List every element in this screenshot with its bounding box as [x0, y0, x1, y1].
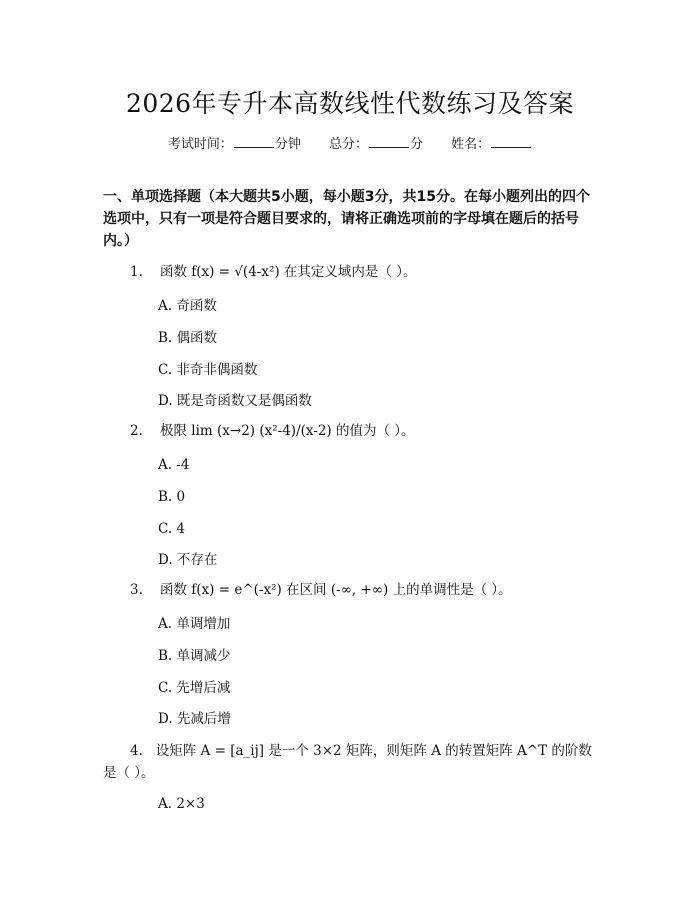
- option-2a: A. -4: [158, 457, 190, 473]
- question-number: 3.: [130, 582, 143, 598]
- question-number: 2.: [130, 423, 143, 439]
- option-2b: B. 0: [158, 489, 186, 505]
- option-1d: D. 既是奇函数又是偶函数: [158, 393, 312, 409]
- question-3: [130, 579, 512, 601]
- question-text: 函数 f(x) = e^(-x²) 在区间 (-∞, +∞) 上的单调性是（ ）。: [160, 582, 512, 598]
- question-text: 极限 lim (x→2) (x²-4)/(x-2) 的值为（ ）。: [160, 423, 415, 439]
- option-3b: B. 单调减少: [158, 648, 231, 664]
- option-1a: A. 奇函数: [158, 298, 217, 314]
- option-3d: D. 先减后增: [158, 711, 231, 727]
- exam-time-label: 考试时间：: [167, 137, 233, 152]
- question-text: 函数 f(x) = √(4-x²) 在其定义域内是（ ）。: [160, 264, 417, 280]
- option-3a: A. 单调增加: [158, 616, 231, 632]
- exam-time-unit: 分钟: [274, 137, 301, 152]
- question-text: 设矩阵 A = [a_ij] 是一个 3×2 矩阵，则矩阵 A 的转置矩阵 A^T 的阶数是（ ）。: [103, 743, 592, 781]
- exam-time-blank: [234, 135, 274, 148]
- option-2d: D. 不存在: [158, 552, 218, 568]
- question-1: [130, 261, 416, 283]
- total-score-blank: [369, 135, 409, 148]
- total-score-label: 总分：: [328, 137, 368, 152]
- question-number: 4.: [130, 743, 143, 759]
- option-3c: C. 先增后减: [158, 680, 231, 696]
- question-number: 1.: [130, 264, 143, 280]
- exam-time-field: [168, 137, 301, 152]
- name-blank: [491, 135, 531, 148]
- question-2: [130, 420, 415, 442]
- total-score-field: [329, 137, 423, 152]
- name-label: 姓名：: [451, 137, 491, 152]
- question-4: [103, 740, 595, 784]
- section-heading: 一、单项选择题（本大题共5小题，每小题3分，共15分。在每小题列出的四个选项中，只有一项是符合题目要求的，请将正确选项前的字母填在题后的括号内。）: [103, 189, 590, 249]
- option-1c: C. 非奇非偶函数: [158, 362, 258, 378]
- page-title: 2026年专升本高数线性代数练习及答案: [125, 89, 575, 118]
- option-2c: C. 4: [158, 521, 186, 537]
- option-4a: A. 2×3: [158, 796, 205, 812]
- total-score-unit: 分: [410, 137, 424, 152]
- option-1b: B. 偶函数: [158, 330, 218, 346]
- exam-meta-line: [0, 133, 700, 152]
- name-field: [451, 137, 532, 152]
